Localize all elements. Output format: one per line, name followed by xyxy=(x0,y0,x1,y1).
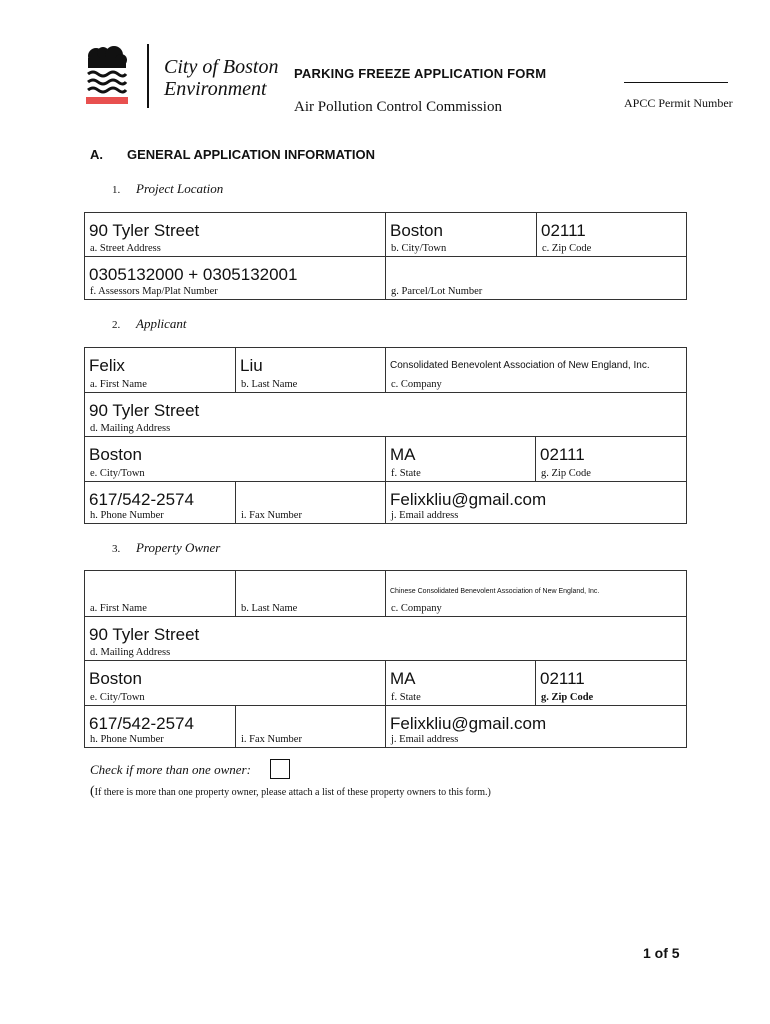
multiple-owners-checkbox[interactable] xyxy=(270,759,290,779)
owner-mailing-value: 90 Tyler Street xyxy=(89,625,200,644)
applicant-mailing-label: d. Mailing Address xyxy=(90,423,171,434)
owner-zip-value: 02111 xyxy=(540,669,585,688)
owner-email-cell[interactable] xyxy=(386,706,686,747)
applicant-state-cell[interactable] xyxy=(386,437,536,482)
permit-number-label: APCC Permit Number xyxy=(624,96,733,110)
project-location-number: 1. xyxy=(112,184,121,196)
city-of-boston-logo xyxy=(86,46,128,106)
owner-company-label: c. Company xyxy=(391,603,442,614)
owner-city-value: Boston xyxy=(89,669,142,688)
org-line-2: Environment xyxy=(164,78,267,100)
applicant-city-label: e. City/Town xyxy=(90,468,145,479)
applicant-zip-value: 02111 xyxy=(540,445,585,464)
applicant-city-cell[interactable] xyxy=(85,437,386,482)
owner-email-label: j. Email address xyxy=(391,734,459,745)
applicant-zip-cell[interactable] xyxy=(536,437,686,482)
owner-city-label: e. City/Town xyxy=(90,692,145,703)
project-city-cell[interactable] xyxy=(386,213,537,257)
section-letter: A. xyxy=(90,147,103,162)
applicant-heading: Applicant xyxy=(136,316,187,331)
owner-state-cell[interactable] xyxy=(386,661,536,706)
applicant-number: 2. xyxy=(112,319,121,331)
applicant-state-label: f. State xyxy=(391,468,421,479)
applicant-last-label: b. Last Name xyxy=(241,379,298,390)
owner-fax-label: i. Fax Number xyxy=(241,734,302,745)
applicant-mailing-cell[interactable] xyxy=(85,393,686,437)
project-parcel-cell[interactable] xyxy=(386,257,686,299)
project-city-value: Boston xyxy=(390,221,443,240)
applicant-city-value: Boston xyxy=(89,445,142,464)
owner-last-cell[interactable] xyxy=(236,571,386,617)
applicant-fax-label: i. Fax Number xyxy=(241,510,302,521)
multiple-owners-label: Check if more than one owner: xyxy=(90,762,251,777)
applicant-zip-label: g. Zip Code xyxy=(541,468,591,479)
project-parcel-label: g. Parcel/Lot Number xyxy=(391,286,483,297)
owner-state-label: f. State xyxy=(391,692,421,703)
project-map-label: f. Assessors Map/Plat Number xyxy=(90,286,218,297)
project-zip-label: c. Zip Code xyxy=(542,243,592,254)
project-street-cell[interactable] xyxy=(85,213,386,257)
applicant-phone-label: h. Phone Number xyxy=(90,510,164,521)
applicant-company-label: c. Company xyxy=(391,379,442,390)
owner-grid xyxy=(84,570,687,748)
owner-zip-cell[interactable] xyxy=(536,661,686,706)
section-title: GENERAL APPLICATION INFORMATION xyxy=(127,147,375,162)
applicant-last-value: Liu xyxy=(240,356,263,375)
owner-phone-cell[interactable] xyxy=(85,706,236,747)
applicant-company-cell[interactable] xyxy=(386,348,686,393)
applicant-company-value: Consolidated Benevolent Association of New England, Inc. xyxy=(390,360,650,371)
applicant-phone-value: 617/542-2574 xyxy=(89,490,194,509)
org-name xyxy=(164,56,278,100)
owner-heading: Property Owner xyxy=(136,540,221,555)
applicant-phone-cell[interactable] xyxy=(85,482,236,523)
project-location-grid xyxy=(84,212,687,300)
owner-last-label: b. Last Name xyxy=(241,603,298,614)
applicant-fax-cell[interactable] xyxy=(236,482,386,523)
owner-first-cell[interactable] xyxy=(85,571,236,617)
page-number: 1 of 5 xyxy=(643,945,680,961)
owner-company-value: Chinese Consolidated Benevolent Association of New England, Inc. xyxy=(390,588,600,595)
owner-phone-value: 617/542-2574 xyxy=(89,714,194,733)
applicant-mailing-value: 90 Tyler Street xyxy=(89,401,200,420)
applicant-first-cell[interactable] xyxy=(85,348,236,393)
project-zip-cell[interactable] xyxy=(537,213,686,257)
owner-company-cell[interactable] xyxy=(386,571,686,617)
header-divider xyxy=(147,44,149,108)
applicant-first-label: a. First Name xyxy=(90,379,147,390)
applicant-email-label: j. Email address xyxy=(391,510,459,521)
applicant-first-value: Felix xyxy=(89,356,125,375)
owner-phone-label: h. Phone Number xyxy=(90,734,164,745)
project-zip-value: 02111 xyxy=(541,221,586,240)
project-map-value: 0305132000 + 0305132001 xyxy=(89,265,298,284)
project-map-cell[interactable] xyxy=(85,257,386,299)
org-line-1: City of Boston xyxy=(164,56,279,78)
multiple-owners-note-text: If there is more than one property owner, please attach a list of these property owners to this form.) xyxy=(94,787,491,798)
project-street-value: 90 Tyler Street xyxy=(89,221,200,240)
owner-number: 3. xyxy=(112,543,121,555)
owner-state-value: MA xyxy=(390,669,416,688)
applicant-email-value: Felixkliu@gmail.com xyxy=(390,490,547,509)
owner-zip-label: g. Zip Code xyxy=(541,692,594,703)
owner-fax-cell[interactable] xyxy=(236,706,386,747)
applicant-email-cell[interactable] xyxy=(386,482,686,523)
owner-mailing-label: d. Mailing Address xyxy=(90,647,171,658)
form-title: PARKING FREEZE APPLICATION FORM xyxy=(294,66,547,81)
owner-first-label: a. First Name xyxy=(90,603,147,614)
form-subtitle: Air Pollution Control Commission xyxy=(294,99,502,115)
applicant-grid xyxy=(84,347,687,524)
project-city-label: b. City/Town xyxy=(391,243,447,254)
project-location-heading: Project Location xyxy=(136,181,224,196)
project-street-label: a. Street Address xyxy=(90,243,161,254)
owner-email-value: Felixkliu@gmail.com xyxy=(390,714,547,733)
permit-number-field[interactable] xyxy=(624,82,728,83)
multiple-owners-note: (If there is more than one property owner, please attach a list of these property owners to this form.) xyxy=(90,784,491,799)
applicant-last-cell[interactable] xyxy=(236,348,386,393)
owner-city-cell[interactable] xyxy=(85,661,386,706)
owner-mailing-cell[interactable] xyxy=(85,617,686,661)
applicant-state-value: MA xyxy=(390,445,416,464)
